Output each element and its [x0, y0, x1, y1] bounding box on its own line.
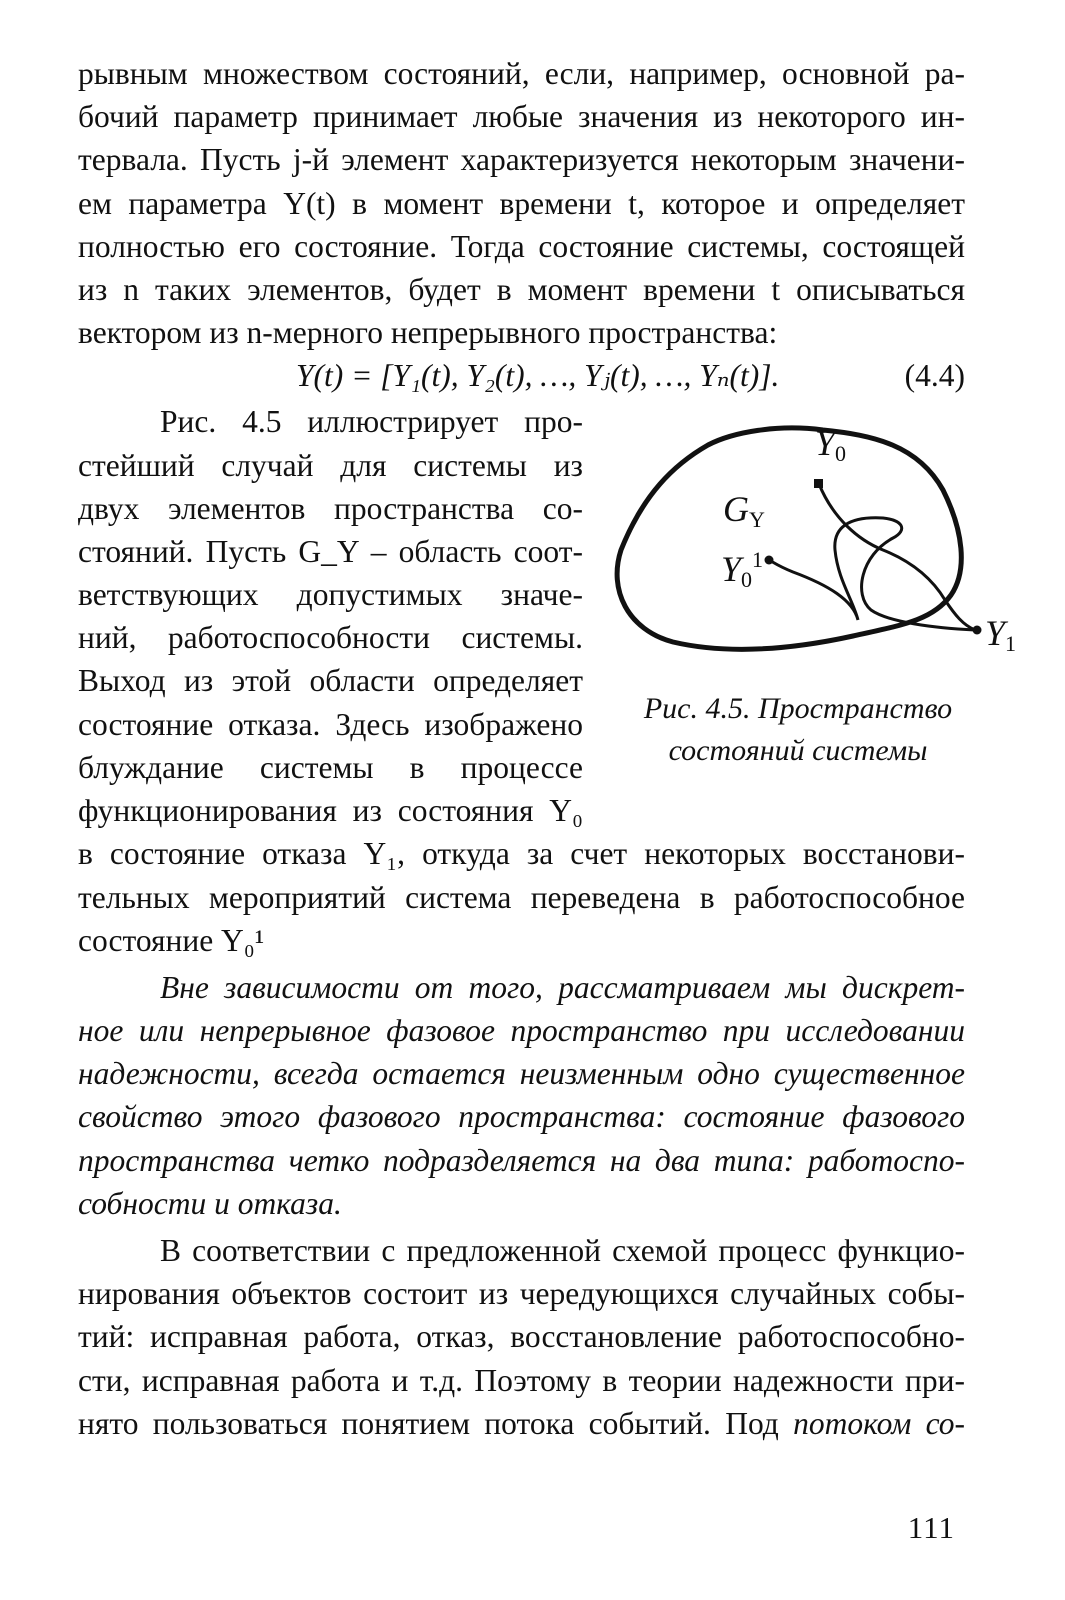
text-line: Вне зависимости от того, рассматриваем мы дискрет- — [160, 969, 965, 1005]
text-line: тельных мероприятий система переведена в работоспособное — [78, 879, 965, 915]
label-y1: Y1 — [985, 613, 1017, 657]
formula-number: (4.4) — [904, 358, 965, 394]
text-line: ное или непрерывное фазовое пространство при исследовании — [78, 1013, 965, 1049]
italic-paragraph — [78, 966, 965, 1225]
wrap-paragraph — [78, 400, 583, 832]
text-line: функционирования из состояния Y₀ — [78, 793, 583, 828]
formula-4-4 — [78, 354, 965, 400]
text-line: стейший случай для системы из — [78, 447, 583, 483]
label-y0: Y0 — [815, 423, 847, 467]
text-line: ний, работоспособности системы. — [78, 620, 583, 656]
text-line: двух элементов пространства со- — [78, 490, 583, 526]
text-line: в состояние отказа Y₁, откуда за счет некоторых восстанови- — [78, 836, 965, 872]
figure-caption-line: Рис. 4.5. Пространство — [643, 692, 953, 726]
text-line: вектором из n-мерного непрерывного пространства: — [78, 315, 778, 351]
text-line: Выход из этой области определяет — [78, 663, 583, 699]
state-space-diagram — [603, 410, 983, 680]
text-line: надежности, всегда остается неизменным одно существенное — [78, 1056, 965, 1092]
text-line: блуждание системы в процессе — [78, 749, 583, 785]
text-line: бочий параметр принимает любые значения из некоторого ин- — [78, 99, 965, 135]
text-line: стояний. Пусть G_Y – область соот- — [78, 533, 583, 569]
label-y01: $Y0^1$ — [721, 547, 764, 593]
state-space-figure — [603, 410, 1017, 790]
page-number: 111 — [907, 1510, 955, 1545]
text-run: нято пользоваться понятием потока событий. Под — [78, 1405, 779, 1441]
text-line: нирования объектов состоит из чередующихся случайных собы- — [78, 1276, 965, 1312]
figure-caption — [603, 688, 993, 772]
point-y01-marker — [765, 556, 774, 565]
region-boundary — [617, 428, 961, 649]
text-line: сти, исправная работа и т.д. Поэтому в теории надежности при- — [78, 1362, 965, 1398]
text-line: В соответствии с предложенной схемой процесс функцио- — [160, 1233, 965, 1268]
text-line: тий: исправная работа, отказ, восстановление работоспособно- — [78, 1319, 965, 1355]
text-line: ем параметра Y(t) в момент времени t, которое и определяет — [78, 185, 965, 221]
text-line: тервала. Пусть j-й элемент характеризуется некоторым значени- — [78, 142, 965, 178]
text-line — [78, 1402, 965, 1445]
text-line: состояние Y₀¹ — [78, 922, 265, 958]
paragraph-3 — [78, 1229, 965, 1445]
text-line: полностью его состояние. Тогда состояние системы, состоящей — [78, 228, 965, 264]
formula-expression: Y(t) = [Y₁(t), Y₂(t), …, Yⱼ(t), …, Yₙ(t)]. — [296, 358, 780, 394]
paragraph-1 — [78, 52, 965, 354]
trajectory-y1-to-y01 — [769, 518, 975, 630]
text-line: ветствующих допустимых значе- — [78, 577, 583, 613]
point-y0-marker — [814, 479, 823, 488]
text-line: рывным множеством состояний, если, например, основной ра- — [78, 56, 965, 91]
text-line: Рис. 4.5 иллюстрирует про- — [160, 404, 583, 440]
text-line: из n таких элементов, будет в момент времени t описываться — [78, 271, 965, 307]
term-italic: потоком со- — [793, 1405, 966, 1441]
point-y1-marker — [973, 626, 982, 635]
label-gy: GY — [723, 489, 765, 533]
figure-wrap-block — [78, 400, 1017, 832]
text-line: свойство этого фазового пространства: состояние фазового — [78, 1099, 965, 1135]
text-line: пространства четко подразделяется на два типа: работоспо- — [78, 1142, 965, 1178]
text-line: собности и отказа. — [78, 1185, 342, 1221]
paragraph-2 — [78, 832, 965, 962]
figure-caption-line: состояний системы — [668, 734, 928, 768]
text-line: состояние отказа. Здесь изображено — [78, 706, 583, 742]
